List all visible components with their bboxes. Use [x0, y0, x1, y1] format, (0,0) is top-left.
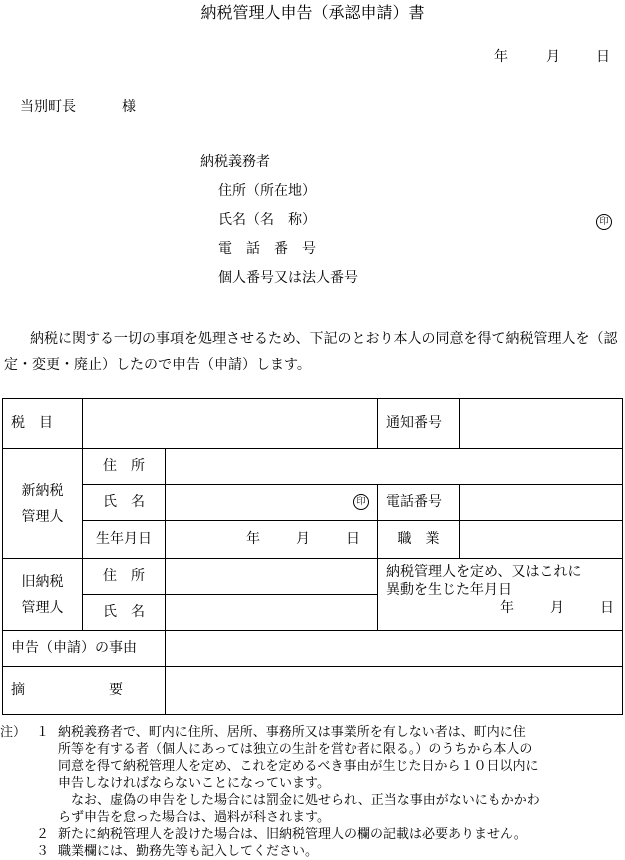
taxpayer-address-label: 住所（所在地） — [218, 183, 316, 199]
addressee-name: 当別町長 — [20, 99, 76, 115]
taxpayer-block — [200, 148, 609, 293]
taxpayer-number-label: 個人番号又は法人番号 — [218, 270, 358, 286]
birth-day: 日 — [346, 530, 360, 547]
occupation-field[interactable] — [460, 521, 623, 559]
reason-label: 申告（申請）の事由 — [3, 631, 166, 667]
notes-lead: 注） — [0, 725, 27, 740]
new-name-field[interactable] — [166, 485, 378, 521]
date-year-label: 年 — [494, 49, 508, 65]
application-table — [2, 398, 623, 715]
remarks-label: 摘 要 — [3, 667, 166, 715]
birth-year: 年 — [246, 530, 260, 547]
new-name-label: 氏 名 — [83, 485, 166, 521]
change-date: 年 月 日 — [500, 600, 614, 616]
notice-number-field[interactable] — [460, 399, 623, 449]
change-label-line2: 異動を生じた年月日 — [386, 582, 512, 598]
new-admin-seal-icon: 印 — [353, 494, 369, 510]
note-3-number: ３ — [36, 844, 50, 859]
form-title: 納税管理人申告（承認申請）書 — [200, 3, 425, 22]
note-2: ２ 新たに納税管理人を設けた場合は、旧納税管理人の欄の記載は必要ありません。 — [36, 827, 527, 842]
occupation-label: 職 業 — [378, 521, 460, 559]
taxpayer-seal-icon: 印 — [596, 214, 612, 230]
taxpayer-name-label: 氏名（名 称） — [218, 212, 316, 228]
birth-month: 月 — [296, 530, 310, 547]
addressee-suffix: 様 — [122, 99, 136, 115]
phone-field[interactable] — [460, 485, 623, 521]
old-name-field[interactable] — [166, 595, 378, 631]
tax-item-field[interactable] — [83, 399, 378, 449]
birth-date-field[interactable] — [166, 521, 378, 559]
old-admin-label: 旧納税 管理人 — [3, 559, 83, 631]
new-admin-label: 新納税 管理人 — [3, 449, 83, 559]
old-address-label: 住 所 — [83, 559, 166, 595]
note-1: 注） １ 納税義務者で、町内に住所、居所、事務所又は事業所を有しない者は、町内に住 所等を有する者（個人にあっては独立の生計を営む者に限る。）のうちから本人の 同意を得て納税管理人を定め、これを定めるべき事由が生じた日から１０日以内に 申告しなければならないことになっています。 — [0, 725, 539, 791]
note-3: ３ 職業欄には、勤務先等も記入してください。 — [36, 844, 319, 859]
notice-number-label: 通知番号 — [378, 399, 460, 449]
reason-field[interactable] — [166, 631, 623, 667]
change-date-cell[interactable] — [378, 559, 623, 631]
note-1-extra: なお、虚偽の申告をした場合には罰金に処せられ、正当な事由がないにもかかわ らず申告を怠った場合は、過料が科されます。 — [58, 793, 540, 825]
addressee — [20, 98, 136, 118]
old-address-field[interactable] — [166, 559, 378, 595]
remarks-field[interactable] — [166, 667, 623, 715]
old-name-label: 氏 名 — [83, 595, 166, 631]
note-1-number: １ — [36, 725, 50, 740]
date-day-label: 日 — [596, 49, 610, 65]
new-address-label: 住 所 — [83, 449, 166, 485]
date-month-label: 月 — [546, 49, 560, 65]
birth-label: 生年月日 — [83, 521, 166, 559]
new-address-field[interactable] — [166, 449, 623, 485]
taxpayer-name-row — [200, 206, 609, 235]
taxpayer-heading: 納税義務者 — [200, 154, 270, 170]
notes — [0, 724, 625, 860]
tax-item-label: 税 目 — [3, 399, 83, 449]
taxpayer-phone-label: 電 話 番 号 — [218, 241, 316, 257]
change-label-line1: 納税管理人を定め、又はこれに — [386, 564, 582, 580]
intro-paragraph: 納税に関する一切の事項を処理させるため、下記のとおり本人の同意を得て納税管理人を（認定・変更・廃止）したので申告（申請）します。 — [4, 331, 618, 373]
phone-label: 電話番号 — [378, 485, 460, 521]
note-2-number: ２ — [36, 827, 50, 842]
